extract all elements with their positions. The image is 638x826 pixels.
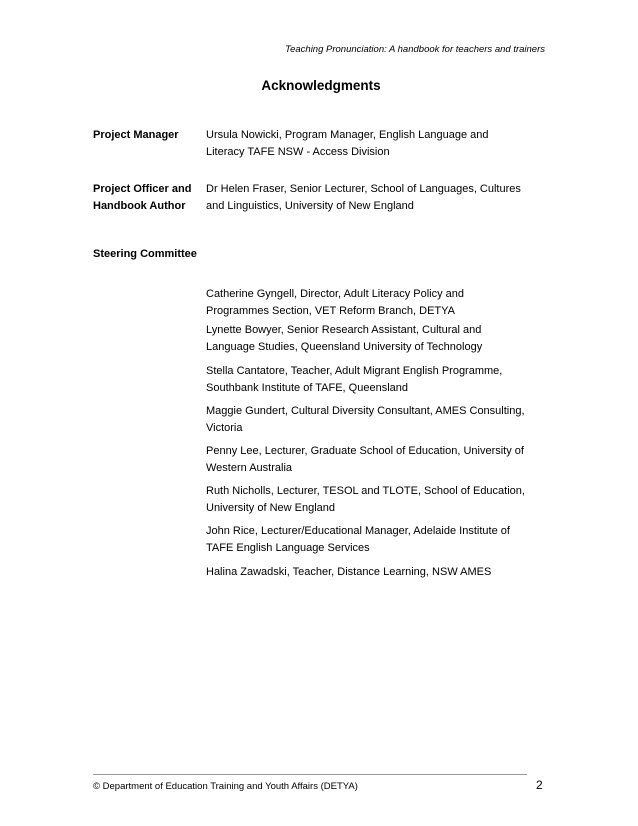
desc-line: Literacy TAFE NSW - Access Division bbox=[206, 146, 390, 158]
committee-member bbox=[206, 523, 551, 557]
member-line: Lynette Bowyer, Senior Research Assistant, Cultural and bbox=[206, 324, 482, 336]
member-line: Western Australia bbox=[206, 462, 293, 474]
member-line: TAFE English Language Services bbox=[206, 542, 370, 554]
member-line: Halina Zawadski, Teacher, Distance Learning, NSW AMES bbox=[206, 566, 492, 578]
member-line: Catherine Gyngell, Director, Adult Literacy Policy and bbox=[206, 288, 465, 300]
desc-line: and Linguistics, University of New England bbox=[206, 200, 414, 212]
footer-copyright: © Department of Education Training and Youth Affairs (DETYA) bbox=[93, 781, 358, 792]
committee-member bbox=[206, 322, 551, 356]
desc-project-manager bbox=[206, 127, 551, 161]
member-line: Southbank Institute of TAFE, Queensland bbox=[206, 382, 408, 394]
role-steering-committee: Steering Committee bbox=[93, 248, 197, 260]
role-line: Handbook Author bbox=[93, 200, 186, 212]
committee-member bbox=[206, 443, 551, 477]
member-line: Programmes Section, VET Reform Branch, DETYA bbox=[206, 305, 456, 317]
committee-member bbox=[206, 564, 551, 581]
role-project-manager: Project Manager bbox=[93, 129, 179, 141]
member-line: Ruth Nicholls, Lecturer, TESOL and TLOTE, School of Education, bbox=[206, 485, 525, 497]
desc-project-officer bbox=[206, 181, 551, 215]
member-line: University of New England bbox=[206, 502, 336, 514]
committee-member bbox=[206, 403, 551, 437]
member-line: Stella Cantatore, Teacher, Adult Migrant English Programme, bbox=[206, 365, 503, 377]
member-line: Penny Lee, Lecturer, Graduate School of Education, University of bbox=[206, 445, 524, 457]
footer-rule bbox=[93, 774, 527, 775]
page-number: 2 bbox=[536, 778, 543, 792]
role-line: Project Officer and bbox=[93, 183, 192, 195]
member-line: John Rice, Lecturer/Educational Manager, Adelaide Institute of bbox=[206, 525, 510, 537]
page-title bbox=[0, 78, 638, 93]
running-header: Teaching Pronunciation: A handbook for teachers and trainers bbox=[285, 44, 545, 55]
member-line: Maggie Gundert, Cultural Diversity Consultant, AMES Consulting, bbox=[206, 405, 525, 417]
desc-line: Ursula Nowicki, Program Manager, English Language and bbox=[206, 129, 489, 141]
page-title-text: Acknowledgments bbox=[261, 78, 381, 93]
member-line: Language Studies, Queensland University of Technology bbox=[206, 341, 483, 353]
committee-member bbox=[206, 286, 551, 320]
role-project-officer bbox=[93, 181, 205, 215]
member-line: Victoria bbox=[206, 422, 243, 434]
committee-member bbox=[206, 483, 551, 517]
desc-line: Dr Helen Fraser, Senior Lecturer, School of Languages, Cultures bbox=[206, 183, 521, 195]
committee-member bbox=[206, 363, 551, 397]
